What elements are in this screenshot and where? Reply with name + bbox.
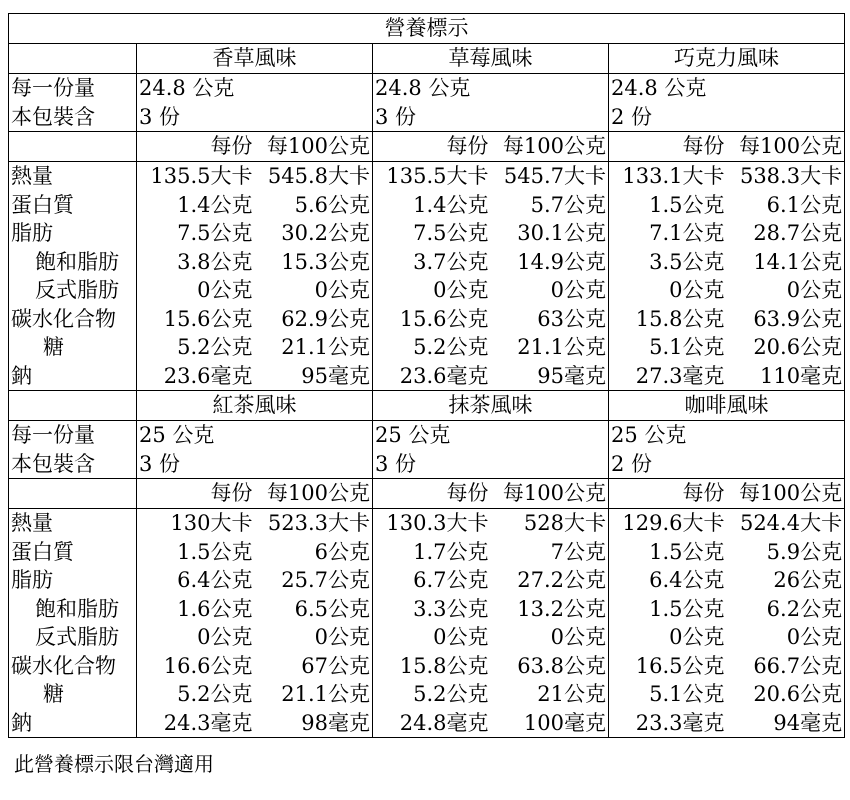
nutrient-value: 129.6大卡 [622,511,725,535]
blank-cell [9,391,137,421]
nutrient-value: 0公克 [550,278,606,302]
nutrient-label: 熱量 [11,164,53,188]
serving-size: 24.8 公克 [611,76,707,100]
nutrient-value: 100毫克 [523,710,606,735]
nutrient-value: 26公克 [773,568,843,592]
nutrient-label: 熱量 [11,511,53,535]
nutrient-value: 135.5大卡 [150,164,253,188]
nutrient-value: 21.1公克 [281,335,370,359]
nutrient-value: 66.7公克 [753,653,843,678]
nutrient-value: 1.6公克 [177,596,253,621]
flavor-name: 咖啡風味 [609,391,845,421]
nutrient-value: 1.5公克 [649,539,725,564]
nutrient-value: 14.9公克 [517,249,606,274]
nutrient-value: 0公克 [433,625,489,649]
nutrient-label: 碳水化合物 [11,306,116,331]
serving-size: 24.8 公克 [139,76,235,100]
nutrient-value: 5.2公克 [413,335,489,359]
nutrient-value: 94毫克 [773,710,843,735]
nutrient-value: 13.2公克 [517,596,606,621]
serving-info [373,421,609,479]
nutrient-label: 脂肪 [11,221,53,245]
nutrient-value: 1.7公克 [413,539,489,564]
serving-info [609,421,845,479]
nutrient-value: 15.6公克 [163,306,253,331]
nutrient-value: 14.1公克 [753,249,843,274]
servings-per-pack: 3 份 [139,451,181,476]
serving-row [9,421,845,479]
nutrient-value: 538.3大卡 [739,164,843,188]
nutrient-value: 523.3大卡 [267,511,370,535]
nutrient-value: 27.2公克 [517,568,606,592]
nutrient-value: 95毫克 [301,363,370,388]
per-serving-header: 每份 [373,132,491,162]
nutrient-block [9,162,845,391]
nutrient-label: 鈉 [11,363,32,388]
nutrient-value: 0公克 [786,625,843,649]
nutrient-value: 7.5公克 [413,221,489,245]
nutrient-value: 20.6公克 [753,682,843,706]
nutrient-value: 5.7公克 [530,192,606,217]
nutrient-value: 63.8公克 [517,653,606,678]
per-serving-header: 每份 [609,479,727,509]
nutrient-value: 3.8公克 [177,249,253,274]
flavor-name: 抹茶風味 [373,391,609,421]
nutrient-value: 6.4公克 [177,568,253,592]
servings-per-pack: 2 份 [611,451,653,476]
nutrient-value: 30.1公克 [517,221,606,245]
nutrient-value: 67公克 [301,653,370,678]
serving-size: 24.8 公克 [375,76,471,100]
per-serving-values [137,162,255,391]
nutrient-value: 545.7大卡 [503,164,606,188]
column-header-row [9,132,845,162]
nutrient-value: 21.1公克 [517,335,606,359]
nutrient-label: 蛋白質 [11,539,74,564]
servings-per-pack: 2 份 [611,104,653,129]
flavor-name: 巧克力風味 [609,44,845,74]
nutrient-value: 135.5大卡 [386,164,489,188]
nutrient-value: 0公克 [314,625,370,649]
per-100g-values [255,162,373,391]
nutrient-value: 5.1公克 [649,682,725,706]
nutrient-value: 15.6公克 [399,306,489,331]
nutrient-label: 蛋白質 [11,192,74,217]
nutrient-value: 15.8公克 [635,306,725,331]
region-note: 此營養標示限台灣適用 [14,752,214,776]
nutrient-value: 0公克 [197,278,253,302]
nutrient-value: 23.6毫克 [399,363,489,388]
per-serving-header: 每份 [137,132,255,162]
nutrient-value: 20.6公克 [753,335,843,359]
serving-labels [9,421,137,479]
nutrient-value: 23.6毫克 [163,363,253,388]
per-100g-values [727,162,845,391]
nutrient-label: 反式脂肪 [35,625,119,649]
nutrient-label: 糖 [43,682,64,706]
serving-label: 本包裝含 [11,104,95,129]
nutrient-value: 63公克 [537,306,606,331]
nutrient-value: 6.1公克 [766,192,843,217]
nutrient-value: 5.2公克 [413,682,489,706]
nutrient-value: 0公克 [669,625,725,649]
nutrient-value: 0公克 [786,278,843,302]
column-header-row [9,479,845,509]
nutrient-value: 1.5公克 [649,596,725,621]
per-serving-header: 每份 [609,132,727,162]
per-100g-header: 每100公克 [727,479,845,509]
serving-size: 25 公克 [139,423,215,447]
nutrient-value: 25.7公克 [281,568,370,592]
per-100g-header: 每100公克 [727,132,845,162]
per-serving-values [609,162,727,391]
nutrient-label: 飽和脂肪 [35,596,119,621]
per-serving-values [137,509,255,738]
nutrient-value: 21.1公克 [281,682,370,706]
nutrient-value: 7公克 [550,539,606,564]
nutrient-value: 6.7公克 [413,568,489,592]
nutrient-value: 30.2公克 [281,221,370,245]
per-serving-values [373,509,491,738]
per-100g-header: 每100公克 [255,132,373,162]
nutrient-value: 1.5公克 [649,192,725,217]
serving-info [137,74,373,132]
nutrient-value: 23.3毫克 [635,710,725,735]
nutrient-value: 6公克 [314,539,370,564]
per-100g-header: 每100公克 [255,479,373,509]
nutrient-value: 1.5公克 [177,539,253,564]
serving-info [137,421,373,479]
nutrient-value: 98毫克 [301,710,370,735]
nutrient-value: 0公克 [550,625,606,649]
nutrient-value: 110毫克 [759,363,843,388]
blank-cell [9,44,137,74]
nutrient-value: 130大卡 [170,511,253,535]
nutrient-labels [9,509,137,738]
nutrient-value: 7.5公克 [177,221,253,245]
flavor-row [9,44,845,74]
per-100g-values [255,509,373,738]
servings-per-pack: 3 份 [375,104,417,129]
nutrient-value: 16.5公克 [635,653,725,678]
nutrient-labels [9,162,137,391]
per-100g-values [491,162,609,391]
flavor-name: 草莓風味 [373,44,609,74]
per-serving-header: 每份 [137,479,255,509]
nutrient-label: 碳水化合物 [11,653,116,678]
per-100g-header: 每100公克 [491,479,609,509]
serving-row [9,74,845,132]
serving-size: 25 公克 [375,423,451,447]
flavor-name: 紅茶風味 [137,391,373,421]
nutrient-value: 524.4大卡 [739,511,843,535]
servings-per-pack: 3 份 [375,451,417,476]
nutrient-value: 27.3毫克 [635,363,725,388]
nutrient-value: 1.4公克 [177,192,253,217]
nutrient-value: 133.1大卡 [622,164,725,188]
nutrient-value: 24.3毫克 [163,710,253,735]
nutrient-value: 7.1公克 [649,221,725,245]
serving-info [373,74,609,132]
nutrient-block [9,509,845,738]
nutrient-value: 62.9公克 [281,306,370,331]
nutrient-value: 0公克 [669,278,725,302]
per-100g-values [727,509,845,738]
nutrition-table [8,13,845,738]
per-serving-values [609,509,727,738]
nutrient-value: 5.9公克 [766,539,843,564]
nutrient-value: 6.5公克 [294,596,370,621]
nutrient-value: 63.9公克 [753,306,843,331]
per-100g-header: 每100公克 [491,132,609,162]
flavor-name: 香草風味 [137,44,373,74]
nutrient-value: 545.8大卡 [267,164,370,188]
nutrient-value: 6.2公克 [766,596,843,621]
nutrient-value: 3.3公克 [413,596,489,621]
nutrient-value: 24.8毫克 [399,710,489,735]
nutrient-value: 5.6公克 [294,192,370,217]
blank-cell [9,132,137,162]
nutrient-value: 130.3大卡 [386,511,489,535]
nutrient-label: 飽和脂肪 [35,249,119,274]
per-serving-values [373,162,491,391]
serving-size: 25 公克 [611,423,687,447]
nutrient-label: 脂肪 [11,568,53,592]
nutrient-value: 5.1公克 [649,335,725,359]
nutrient-value: 0公克 [433,278,489,302]
blank-cell [9,479,137,509]
nutrient-value: 0公克 [197,625,253,649]
per-serving-header: 每份 [373,479,491,509]
flavor-row [9,391,845,421]
nutrient-value: 3.7公克 [413,249,489,274]
nutrient-value: 28.7公克 [753,221,843,245]
serving-label: 每一份量 [11,76,95,100]
nutrient-value: 15.8公克 [399,653,489,678]
nutrient-value: 1.4公克 [413,192,489,217]
serving-info [609,74,845,132]
per-100g-values [491,509,609,738]
nutrient-label: 糖 [43,335,64,359]
servings-per-pack: 3 份 [139,104,181,129]
serving-label: 每一份量 [11,423,95,447]
serving-labels [9,74,137,132]
nutrient-value: 15.3公克 [281,249,370,274]
nutrition-panel [8,13,844,738]
nutrient-value: 21公克 [537,682,606,706]
nutrient-value: 5.2公克 [177,335,253,359]
nutrient-value: 6.4公克 [649,568,725,592]
serving-label: 本包裝含 [11,451,95,476]
nutrient-label: 反式脂肪 [35,278,119,302]
nutrient-value: 95毫克 [537,363,606,388]
nutrient-value: 3.5公克 [649,249,725,274]
table-title: 營養標示 [9,14,845,44]
nutrient-value: 528大卡 [523,511,606,535]
nutrient-value: 5.2公克 [177,682,253,706]
nutrient-label: 鈉 [11,710,32,735]
nutrient-value: 16.6公克 [163,653,253,678]
nutrient-value: 0公克 [314,278,370,302]
